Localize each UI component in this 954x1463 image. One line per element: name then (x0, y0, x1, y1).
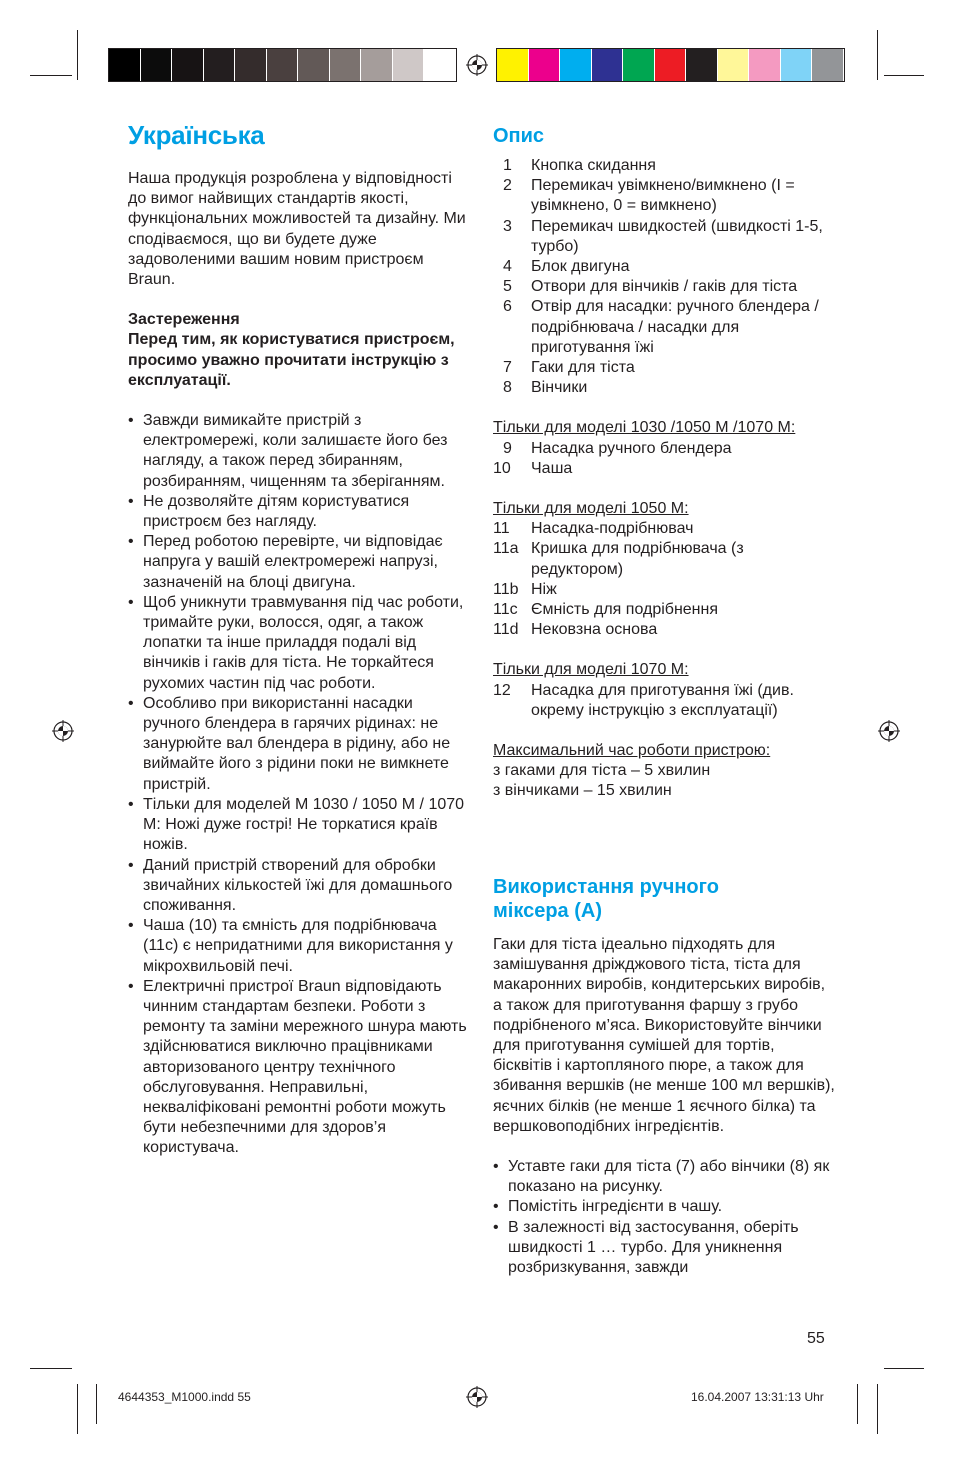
footer-file: 4644353_M1000.indd 55 (118, 1390, 251, 1404)
list-item: • Даний пристрій створений для обробки звичайних кількостей їжі для домашнього споживання. (128, 856, 468, 917)
group-heading: Тільки для моделі 1050 M: (493, 500, 689, 518)
list-item: • Уставте гаки для тіста (7) або вінчики (8) як показано на рисунку. (493, 1157, 838, 1197)
color-swatch (529, 49, 561, 81)
list-item: • Перед роботою перевірте, чи відповідає напруга у вашій електромережі напрузі, зазначеній на блоці двигуна. (128, 532, 468, 593)
item-label: Насадка ручного блендера (531, 439, 732, 457)
item-number: 11d (493, 621, 519, 639)
color-swatch (623, 49, 655, 81)
list-item: • Завжди вимикайте пристрій з електромережі, коли залишаєте його без нагляду, а також перед збиранням, розбиранням, чищенням та зберіганням. (128, 411, 468, 492)
item-label: Перемикач швидкостей (швидкості 1-5, турбо) (531, 217, 823, 255)
color-swatch (718, 49, 750, 81)
list-item (493, 176, 838, 216)
list-item (493, 459, 838, 479)
list-item: • Електричні пристрої Braun відповідають чинним стандартам безпеки. Роботи з ремонту та заміни мережного шнура мають здійснюватися виключно працівниками авторизованого центру технічного обслуговування. Неправильні, некваліфіковані ремонтні роботи можуть бути небезпечними для здоров’я користувача. (128, 977, 468, 1159)
color-swatch (424, 49, 456, 81)
color-swatch (361, 49, 393, 81)
color-swatch (172, 49, 204, 81)
item-number: 11 (493, 520, 510, 538)
item-label: Отвір для насадки: ручного блендера / подрібнювача / насадки для приготування їжі (531, 298, 819, 356)
right-column (493, 156, 838, 802)
color-swatch (141, 49, 173, 81)
item-number: 10 (493, 459, 511, 477)
page-title: Українська (128, 120, 265, 150)
safety-list (128, 411, 468, 1159)
usage-paragraph: Гаки для тіста ідеально підходять для замішування дріжджового тіста, тіста для макаронних виробів, кондитерських виробів, а також для приготування фаршу з грубо подрібненого м’яса. Використовуйте вінчики для приготування сумішей для тортів, бісквітів і картопляного пюре, а також для збивання вершків (не менше 100 мл вершків), яєчних білків (не менше 1 яєчного білка) та вершковоподібних інгредієнтів. (493, 936, 835, 1135)
description-list (493, 156, 838, 398)
list-item (493, 681, 838, 721)
intro-paragraph: Наша продукція розроблена у відповідності до вимог найвищих стандартів якості, функціональних можливостей та дизайну. Ми сподіваємося, що ви будете дуже задоволеними вашим новим пристроєм Braun. (128, 170, 466, 289)
item-label: Вінчики (531, 379, 588, 397)
item-number: 3 (503, 217, 512, 235)
item-label: Нековзна основа (531, 621, 658, 639)
color-swatch (109, 49, 141, 81)
warning-text: Перед тим, як користуватися пристроєм, просимо уважно прочитати інструкцію з експлуатації. (128, 331, 455, 389)
item-label: Ніж (531, 580, 557, 598)
registration-mark-icon (466, 1386, 488, 1408)
item-label: Гаки для тіста (531, 359, 635, 377)
grayscale-bar (108, 48, 457, 82)
color-swatch (235, 49, 267, 81)
item-number: 11c (493, 601, 518, 619)
color-swatch (592, 49, 624, 81)
color-swatch (393, 49, 425, 81)
color-swatch (497, 49, 529, 81)
item-number: 4 (503, 258, 512, 276)
list-item (493, 217, 838, 257)
list-item (493, 277, 838, 297)
usage-title (493, 875, 719, 923)
item-number: 6 (503, 298, 512, 316)
list-item (493, 297, 838, 358)
registration-mark-icon (878, 720, 900, 742)
list-item: • Помістіть інгредієнти в чашу. (493, 1197, 838, 1217)
item-number: 8 (503, 379, 512, 397)
item-number: 1 (503, 157, 512, 174)
color-swatch (330, 49, 362, 81)
list-item (493, 600, 838, 620)
list-item: • Не дозволяйте дітям користуватися пристроєм без нагляду. (128, 492, 468, 532)
usage-title-line2: міксера (A) (493, 900, 603, 922)
color-swatch (749, 49, 781, 81)
list-item (493, 519, 838, 539)
list-item (493, 257, 838, 277)
item-label: Отвори для вінчиків / гаків для тіста (531, 278, 798, 296)
item-label: Чаша (531, 459, 573, 477)
max-time-whisks: з вінчиками – 15 хвилин (493, 782, 672, 800)
list-item: • Особливо при використанні насадки ручного блендера в гарячих рідинах: не занурюйте вал блендера в рідину, або не виймайте його з рідини поки не вимкнете пристрій. (128, 694, 468, 795)
item-number: 7 (503, 359, 512, 377)
color-swatch (560, 49, 592, 81)
list-item: • Тільки для моделей M 1030 / 1050 M / 1070 M: Ножі дуже гострі! Не торкатися країв ножів. (128, 795, 468, 856)
color-swatch (781, 49, 813, 81)
usage-list (493, 1157, 838, 1278)
max-time-heading: Максимальний час роботи пристрою: (493, 742, 771, 760)
list-item (493, 156, 838, 176)
color-swatch (686, 49, 718, 81)
color-swatch (298, 49, 330, 81)
color-bar (496, 48, 845, 82)
list-item (493, 580, 838, 600)
item-number: 11a (493, 540, 519, 558)
color-swatch (812, 49, 844, 81)
item-label: Блок двигуна (531, 258, 630, 276)
group-heading: Тільки для моделі 1030 /1050 M /1070 M: (493, 419, 796, 437)
item-number: 2 (503, 177, 512, 195)
item-label: Ємність для подрібнення (531, 601, 719, 619)
item-label: Насадка для приготування їжі (див. окрему інструкцію з експлуатації) (531, 681, 794, 719)
item-number: 5 (503, 278, 512, 296)
color-swatch (655, 49, 687, 81)
list-item: • Чаша (10) та ємність для подрібнювача (11c) є непридатними для використання у мікрохвильовій печі. (128, 916, 468, 977)
usage-title-line1: Використання ручного (493, 876, 719, 898)
left-column (128, 169, 468, 1159)
max-time-hooks: з гаками для тіста – 5 хвилин (493, 762, 711, 780)
list-item (493, 358, 838, 378)
group-heading: Тільки для моделі 1070 M: (493, 661, 689, 679)
list-item (493, 620, 838, 640)
registration-mark-icon (52, 720, 74, 742)
item-label: Насадка-подрібнювач (531, 520, 694, 538)
item-label: Перемикач увімкнено/вимкнено (I = увімкнено, 0 = вимкнено) (531, 177, 795, 215)
page-number: 55 (807, 1330, 825, 1347)
item-number: 12 (493, 681, 511, 699)
color-swatch (267, 49, 299, 81)
list-item: • В залежності від застосування, оберіть швидкості 1 … турбо. Для уникнення розбризкування, завжди (493, 1218, 838, 1279)
item-label: Кнопка скидання (531, 157, 656, 174)
list-item (493, 378, 838, 398)
footer-timestamp: 16.04.2007 13:31:13 Uhr (691, 1390, 824, 1404)
item-label: Кришка для подрібнювача (з редуктором) (531, 540, 744, 578)
description-title: Опис (493, 125, 545, 147)
usage-section (493, 935, 838, 1278)
list-item: • Щоб уникнути травмування під час роботи, тримайте руки, волосся, одяг, а також лопатки та інше приладдя подалі від вінчиків і гаків для тіста. Не торкайтеся рухомих частин під час роботи. (128, 593, 468, 694)
registration-mark-icon (466, 54, 488, 76)
list-item (493, 439, 838, 459)
item-number: 11b (493, 580, 519, 598)
warning-heading: Застереження (128, 311, 240, 329)
color-swatch (204, 49, 236, 81)
list-item (493, 539, 838, 579)
item-number: 9 (503, 439, 512, 457)
